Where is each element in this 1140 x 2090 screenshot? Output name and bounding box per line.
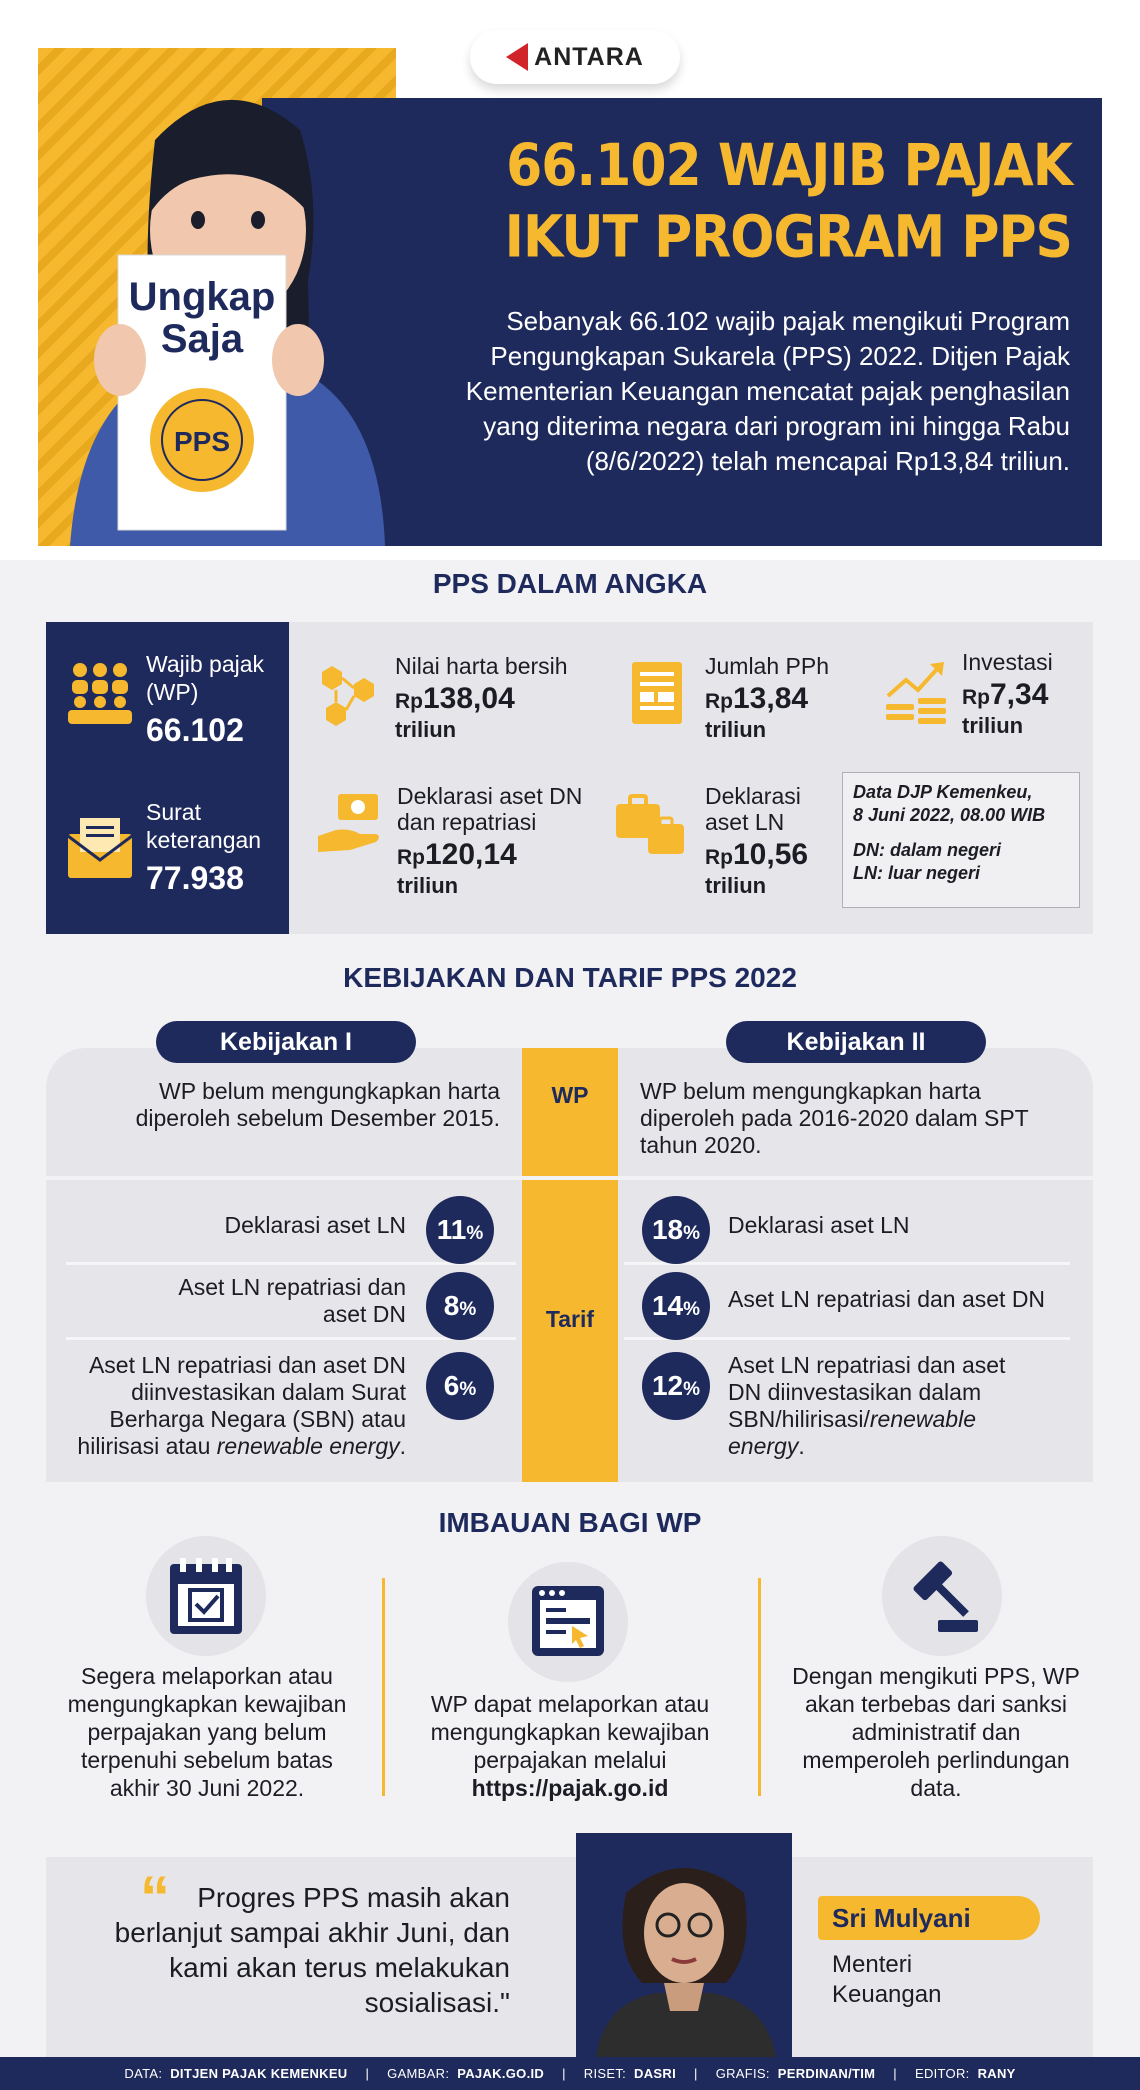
footer-gambar-label: GAMBAR: (387, 2066, 450, 2081)
hand-left (94, 324, 146, 396)
network-icon (312, 660, 384, 732)
row-divider (624, 1262, 1070, 1265)
k1-r2-rate (426, 1272, 494, 1340)
harta-label: Nilai harta bersih (395, 653, 568, 679)
k1-r3-line2: diinvestasikan dalam Surat (131, 1379, 406, 1405)
harta-value (395, 682, 515, 716)
neck-shape (664, 1983, 704, 2011)
pph-prefix: Rp (705, 690, 733, 713)
k1-r3-line4c: . (399, 1433, 406, 1459)
footer-grafis-label: GRAFIS: (715, 2066, 770, 2081)
quote-line1: Progres PPS masih akan (197, 1882, 510, 1913)
dn-prefix: Rp (397, 846, 425, 869)
wp-label-2: (WP) (146, 679, 199, 705)
k1-r3-line1: Aset LN repatriasi dan aset DN (88, 1352, 406, 1378)
imbauan1-line1: Segera melaporkan atau (81, 1663, 333, 1689)
column-divider (382, 1578, 385, 1796)
panel-gap (46, 1176, 1093, 1180)
footer-gambar-value: PAJAK.GO.ID (457, 2066, 545, 2081)
k2-r3-line4 (728, 1433, 1068, 1460)
imbauan-item3 (776, 1662, 1096, 1802)
antara-logo (470, 30, 680, 84)
growth-icon (880, 656, 952, 728)
dn-label-2: dan repatriasi (397, 809, 537, 835)
source-note (842, 772, 1080, 908)
percent-sign: % (459, 1379, 477, 1400)
imbauan3-line5: data. (910, 1775, 962, 1801)
role-line2: Keuangan (832, 1981, 942, 2008)
harta-unit: triliun (395, 717, 457, 742)
speaker-portrait (576, 1833, 792, 2057)
ln-number: 10,56 (733, 838, 809, 871)
ln-prefix: Rp (705, 846, 733, 869)
k1-r1-rate (426, 1196, 494, 1264)
wp-label-1: Wajib pajak (146, 651, 265, 677)
tarif-mid-label: Tarif (545, 1306, 595, 1332)
dn-label-1: Deklarasi aset DN (397, 783, 583, 809)
k1-wp-text (80, 1078, 500, 1132)
footer-data-label: DATA: (124, 2066, 163, 2081)
k1-r1-rate-value: 11 (436, 1214, 467, 1245)
hand-money-icon (316, 790, 388, 860)
web-form-icon (528, 1580, 608, 1664)
k1-r3-line4a: hilirisasi atau (77, 1433, 217, 1459)
harta-prefix: Rp (395, 690, 423, 713)
imbauan2-line1: WP dapat melaporkan atau (430, 1691, 710, 1717)
k1-wp-line1: WP belum mengungkapkan harta (159, 1078, 500, 1104)
role-line1: Menteri (832, 1951, 913, 1978)
percent-sign: % (459, 1299, 477, 1320)
imbauan1-line5: akhir 30 Juni 2022. (109, 1775, 305, 1801)
sign-line1: Ungkap (128, 275, 276, 319)
k2-wp-text (640, 1078, 1080, 1159)
angka-title: PPS DALAM ANGKA (432, 568, 708, 599)
footer-separator: | (365, 2066, 370, 2081)
ln-value (705, 838, 808, 872)
headline (440, 130, 1072, 273)
pph-number: 13,84 (733, 682, 809, 715)
dn-value (397, 838, 517, 872)
surat-label-2: keterangan (146, 827, 262, 853)
imbauan1-line2: mengungkapkan kewajiban (67, 1691, 347, 1717)
k2-r2-text: Aset LN repatriasi dan aset DN (728, 1286, 1046, 1312)
k2-r3-rate (642, 1352, 710, 1420)
kebijakan1-pill: Kebijakan I (156, 1021, 416, 1063)
row-divider (624, 1337, 1070, 1340)
k2-r3-text (728, 1352, 1068, 1460)
k2-r3-line3 (728, 1406, 1068, 1433)
pajak-link[interactable]: https://pajak.go.id (471, 1775, 669, 1801)
face-shape (644, 1883, 724, 1983)
k1-r2-text (80, 1274, 406, 1328)
gavel-icon (902, 1554, 982, 1638)
ln-unit: triliun (705, 873, 767, 898)
dn-unit: triliun (397, 873, 459, 898)
imbauan-item2 (404, 1690, 736, 1802)
row-divider (66, 1262, 516, 1265)
k2-r2-rate (642, 1272, 710, 1340)
footer-separator: | (694, 2066, 698, 2081)
k2-wp-line1: WP belum mengungkapkan harta (640, 1078, 981, 1104)
imbauan3-line3: administratif dan (851, 1719, 1021, 1745)
sign-line2: Saja (160, 317, 244, 361)
k1-r3-rate (426, 1352, 494, 1420)
k2-r3-line4a: energy (728, 1433, 799, 1459)
k2-r3-line3b: renewable (869, 1406, 977, 1432)
k1-r3-line4b: renewable energy (216, 1433, 400, 1459)
dn-number: 120,14 (425, 838, 517, 871)
note-line2: 8 Juni 2022, 08.00 WIB (853, 805, 1046, 825)
footer-editor-value: RANY (977, 2066, 1016, 2081)
footer-riset-value: DASRI (634, 2066, 676, 2081)
imbauan2-line2: mengungkapkan kewajiban (430, 1719, 710, 1745)
percent-sign: % (683, 1223, 701, 1244)
k1-wp-line2: diperoleh sebelum Desember 2015. (135, 1105, 500, 1131)
headline-line1: 66.102 WAJIB PAJAK (506, 132, 1072, 200)
quote-mark-icon: “ (140, 1864, 170, 1931)
lead-paragraph: Sebanyak 66.102 wajib pajak mengikuti Program Pengungkapan Sukarela (PPS) 2022. Ditjen Pajak Kementerian Keuangan mencatat pajak penghasilan yang diterima negara dari program ini hingga Rabu (8/6/2022) telah mencapai Rp13,84 triliun. (465, 306, 1070, 476)
note-line4: LN: luar negeri (853, 863, 981, 883)
kebijakan2-pill: Kebijakan II (726, 1021, 986, 1063)
footer-grafis-value: PERDINAN/TIM (777, 2066, 876, 2081)
k2-r2-rate-value: 14 (651, 1290, 684, 1321)
k1-r2-line2: aset DN (322, 1301, 406, 1327)
footer-data-value: DITJEN PAJAK KEMENKEU (170, 2066, 348, 2081)
k2-r3-line1: Aset LN repatriasi dan aset (728, 1352, 1006, 1378)
note-line3: DN: dalam negeri (853, 840, 1002, 860)
pps-badge-text: PPS (173, 426, 231, 457)
eye-right (251, 211, 265, 229)
percent-sign: % (683, 1379, 701, 1400)
footer-editor-label: EDITOR: (914, 2066, 970, 2081)
ln-label-2: aset LN (705, 809, 785, 835)
note-line1: Data DJP Kemenkeu, (853, 782, 1033, 802)
people-icon (66, 660, 134, 730)
investasi-unit: triliun (962, 713, 1024, 738)
k2-r1-rate-value: 18 (651, 1214, 684, 1245)
pph-label: Jumlah PPh (705, 653, 830, 679)
imbauan2-line3: perpajakan melalui (473, 1747, 667, 1773)
footer-separator: | (893, 2066, 897, 2081)
envelope-icon (66, 814, 134, 880)
imbauan3-line4: memperoleh perlindungan (802, 1747, 1070, 1773)
logo-text: ANTARA (534, 42, 644, 71)
surat-label-1: Surat (146, 799, 201, 825)
footer-credits (0, 2057, 1140, 2090)
k1-r2-rate-value: 8 (443, 1290, 460, 1321)
k2-wp-line2: diperoleh pada 2016-2020 dalam SPT (640, 1105, 1029, 1131)
imbauan1-line4: terpenuhi sebelum batas (81, 1747, 333, 1773)
quote-line2: berlanjut sampai akhir Juni, dan (114, 1917, 510, 1948)
eye-left (191, 211, 205, 229)
harta-number: 138,04 (423, 682, 515, 715)
k1-r3-text (50, 1352, 406, 1460)
hand-right (272, 324, 324, 396)
k2-r1-text: Deklarasi aset LN (728, 1212, 910, 1238)
wp-value: 66.102 (146, 712, 244, 748)
speaker-name: Sri Mulyani (818, 1896, 1040, 1940)
column-divider (758, 1578, 761, 1796)
investasi-number: 7,34 (990, 678, 1049, 711)
pph-unit: triliun (705, 717, 767, 742)
imbauan1-line3: perpajakan yang belum (87, 1719, 327, 1745)
pph-value (705, 682, 808, 716)
briefcase-icon (612, 790, 688, 862)
antara-logo-icon (506, 43, 528, 71)
portrait (576, 1833, 792, 2057)
quote-text (80, 1880, 510, 2020)
center-column (522, 1048, 618, 1482)
percent-sign: % (466, 1223, 484, 1244)
k2-r3-rate-value: 12 (651, 1370, 684, 1401)
kebijakan-title: KEBIJAKAN DAN TARIF PPS 2022 (343, 962, 797, 993)
surat-value: 77.938 (146, 860, 244, 896)
k2-wp-line3: tahun 2020. (640, 1132, 762, 1158)
k2-r1-rate (642, 1196, 710, 1264)
quote-line3: kami akan terus melakukan (169, 1952, 510, 1983)
imbauan3-line1: Dengan mengikuti PPS, WP (792, 1663, 1080, 1689)
k2-r3-line3a: SBN/hilirisasi/ (728, 1406, 870, 1432)
speaker-role (832, 1950, 941, 2010)
footer-separator: | (562, 2066, 566, 2081)
wp-mid-label: WP (551, 1082, 589, 1108)
k1-r1-text: Deklarasi aset LN (224, 1212, 406, 1238)
imbauan-title: IMBAUAN BAGI WP (438, 1507, 702, 1538)
k1-r2-line1: Aset LN repatriasi dan (178, 1274, 406, 1300)
quote-line4: sosialisasi." (364, 1987, 510, 2018)
footer-riset-label: RISET: (583, 2066, 627, 2081)
headline-line2: IKUT PROGRAM PPS (504, 203, 1072, 272)
k1-r3-rate-value: 6 (443, 1370, 460, 1401)
investasi-label: Investasi (962, 649, 1053, 675)
k2-r3-line4b: . (798, 1433, 805, 1459)
document-icon (622, 658, 692, 730)
imbauan-item1 (46, 1662, 368, 1802)
investasi-value (962, 678, 1048, 712)
percent-sign: % (683, 1299, 701, 1320)
k1-r3-line4 (50, 1433, 406, 1460)
k1-r3-line3: Berharga Negara (SBN) atau (109, 1406, 406, 1432)
imbauan3-line2: akan terbebas dari sanksi (804, 1691, 1068, 1717)
investasi-prefix: Rp (962, 686, 990, 709)
character-illustration (60, 70, 390, 546)
ln-label-1: Deklarasi (705, 783, 801, 809)
calendar-check-icon (166, 1554, 246, 1638)
k2-r3-line2: DN diinvestasikan dalam (728, 1379, 982, 1405)
